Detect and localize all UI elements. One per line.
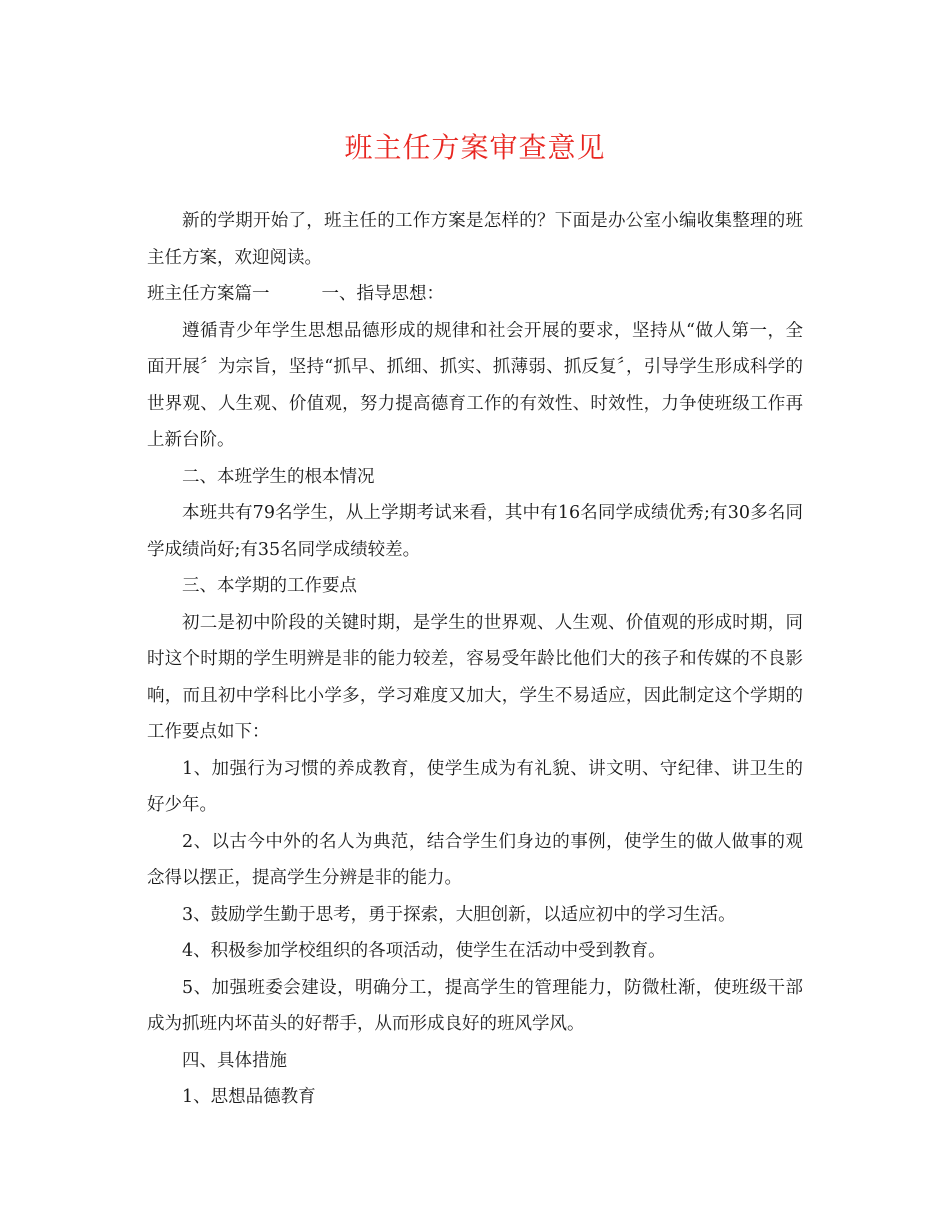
heading-guiding-thought: 一、指导思想： (321, 284, 444, 304)
heading-class-situation: 二、本班学生的根本情况 (182, 466, 375, 487)
document-body (147, 203, 803, 1116)
list-item: 3、鼓励学生勤于思考，勇于探索，大胆创新，以适应初中的学习生活。 (182, 904, 736, 925)
heading-moral-education: 1、思想品德教育 (182, 1087, 316, 1107)
guiding-thought-paragraph: 遵循青少年学生思想品德形成的规律和社会开展的要求，坚持从“做人第一，全面开展〞为宗旨，坚持“抓早、抓细、抓实、抓薄弱、抓反复〞，引导学生形成科学的世界观、人生观、价值观，努力提高德育工作的有效性、时效性，力争使班级工作再上新台阶。 (147, 320, 803, 450)
list-item: 2、以古今中外的名人为典范，结合学生们身边的事例，使学生的做人做事的观念得以摆正，提高学生分辨是非的能力。 (147, 831, 803, 888)
section-line (147, 276, 803, 313)
heading-work-points: 三、本学期的工作要点 (182, 576, 357, 596)
heading-measures: 四、具体措施 (182, 1050, 287, 1071)
list-item: 4、积极参加学校组织的各项活动，使学生在活动中受到教育。 (182, 941, 666, 961)
section-label: 班主任方案篇一 (147, 284, 270, 304)
list-item: 1、加强行为习惯的养成教育，使学生成为有礼貌、讲文明、守纪律、讲卫生的好少年。 (147, 758, 803, 815)
class-situation-paragraph: 本班共有79名学生，从上学期考试来看，其中有16名同学成绩优秀;有30多名同学成绩尚好;有35名同学成绩较差。 (147, 503, 803, 560)
document-title: 班主任方案审查意见 (344, 131, 606, 164)
work-points-paragraph: 初二是初中阶段的关键时期，是学生的世界观、人生观、价值观的形成时期，同时这个时期的学生明辨是非的能力较差，容易受年龄比他们大的孩子和传媒的不良影响，而且初中学科比小学多，学习难度又加大，学生不易适应，因此制定这个学期的工作要点如下： (147, 612, 803, 742)
list-item: 5、加强班委会建设，明确分工，提高学生的管理能力，防微杜渐，使班级干部成为抓班内坏苗头的好帮手，从而形成良好的班风学风。 (147, 977, 803, 1034)
intro-paragraph: 新的学期开始了，班主任的工作方案是怎样的？下面是办公室小编收集整理的班主任方案，欢迎阅读。 (147, 211, 803, 268)
